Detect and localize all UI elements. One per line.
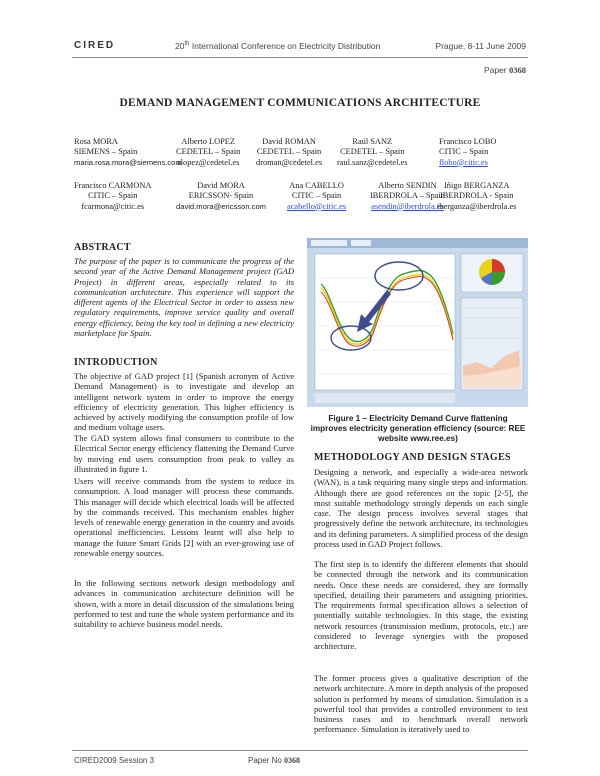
toolbar-tab (351, 240, 371, 246)
cired-logo: CIRED (74, 40, 116, 51)
methodology-paragraph: Designing a network, and especially a wide-area network (WAN), is a task requiring many single steps and information. Although there are good references on the topic [2-5], the most suitable methodology strongly depends on each single case. The design process involves several stages that progressively define the network architecture, its technologies and its defining parameters. A simplified process of the design process used in GAD Project follows. (314, 467, 528, 550)
abstract-heading: ABSTRACT (74, 242, 131, 253)
author-block: Raúl SANZ CEDETEL – Spain raul.sanz@cedetel.es (337, 137, 408, 167)
methodology-paragraph: The first step is to identify the different elements that should be connected through the network and its communication needs. Once these needs are considered, they are formally specified, detailing their parameters and assigning priorities. The requirements formal specification allows a selection of potentially suitable technologies. In this stage, the existing network resources (transmission medium, protocols, etc.) are considered to leverage synergies with the proposed architecture. (314, 559, 528, 652)
abstract-text: The purpose of the paper is to communicate the progress of the second year of the Active Demand Management project (GAD Project) in different areas, especially related to its communication architecture. This experience will support the different agents of the Electrical Sector in order to assess new regulatory requirements, improve service quality and overall energy efficiency, being the key tool in defining a new electricity marketplace for Spain. (74, 256, 294, 339)
conference-name: 20th International Conference on Electricity Distribution (175, 41, 381, 51)
intro-paragraph: The GAD system allows final consumers to contribute to the Electrical Sector energy efficiency flattening the Demand Curve by moving end users consumption from peak to valley as illustrated in figure 1. (74, 433, 294, 474)
figure-1-image (307, 238, 528, 407)
intro-paragraph: The objective of GAD project [1] (Spanish acronym of Active Demand Management) is to investigate and develop an intelligent network system in order to improve the energy efficiency of electricity generation. This higher efficiency is achieved by actively modifying the consumption profile of low and medium voltage users. (74, 371, 294, 433)
author-block: Rosa MORA SIEMENS – Spain maria.rosa.mora@siemens.com (74, 137, 182, 167)
author-block: David MORA ERICSSON- Spain david.mora@ericsson.com (176, 181, 267, 211)
introduction-heading: INTRODUCTION (74, 357, 158, 368)
author-block: Alberto LOPEZ CEDETEL – Spain alopez@cedetel.es (176, 137, 241, 167)
chart-axis-bar (315, 393, 455, 403)
footer-rule (72, 750, 528, 751)
paper-number-header: Paper 0368 (483, 65, 526, 75)
intro-paragraph: Users will receive commands from the system to reduce its consumption. A load manager will process these commands. This manager will decide which electrical loads will be affected by the commands received. This mechanism enables higher levels of renewable energy generation in the country and avoids operational inefficiencies. Lessons learnt will also help to manage the future Smart Grids [2] with an ever-growing use of renewable energy sources. (74, 476, 294, 559)
author-block: Francisco CARMONA CITIC – Spain fcarmona@citic.es (74, 181, 152, 211)
email-link[interactable]: flobo@citic.es (439, 157, 488, 167)
demand-curve-chart (307, 238, 528, 407)
location-date: Prague, 8-11 June 2009 (435, 41, 526, 51)
paper-title: DEMAND MANAGEMENT COMMUNICATIONS ARCHITECTURE (119, 97, 481, 109)
email-link[interactable]: acabello@citic.es (287, 201, 347, 211)
figure-1-caption: Figure 1 – Electricity Demand Curve flattening improves electricity generation efficiency (source: REE website www.ree.es) (310, 414, 526, 443)
methodology-paragraph: The former process gives a qualitative description of the network architecture. A more in depth analysis of the proposed solution is performed by means of simulation. Simulation is a powerful tool that provides a controlled environment to test business cases and to benchmark overall network performance. Simulation is iteratively used to (314, 673, 528, 735)
footer-session: CIRED2009 Session 3 (74, 756, 155, 765)
methodology-heading: METHODOLOGY AND DESIGN STAGES (314, 452, 511, 463)
toolbar-tab (311, 240, 347, 246)
header-rule (72, 57, 528, 58)
email-link[interactable]: asendin@iberdrola.es (371, 201, 444, 211)
author-block: Francisco LOBO CITIC – Spain flobo@citic.es (439, 137, 497, 167)
footer-paper-number: Paper No 0368 (248, 756, 301, 765)
intro-paragraph: In the following sections network design methodology and advances in communication architecture definition will be shown, with a more in detail discussion of the simulations being performed to test and tune the whole system performance and its suitability to achieve business model needs. (74, 578, 294, 630)
author-block: Ana CABELLO CITIC – Spain acabello@citic.es (287, 181, 347, 211)
author-block: Iñigo BERGANZA IBERDROLA - Spain iberganza@iberdrola.es (437, 181, 517, 211)
author-block: Alberto SENDIN IBERDROLA – Spain asendin@iberdrola.es (370, 181, 445, 211)
author-block: David ROMAN CEDETEL – Spain droman@cedetel.es (256, 137, 323, 167)
